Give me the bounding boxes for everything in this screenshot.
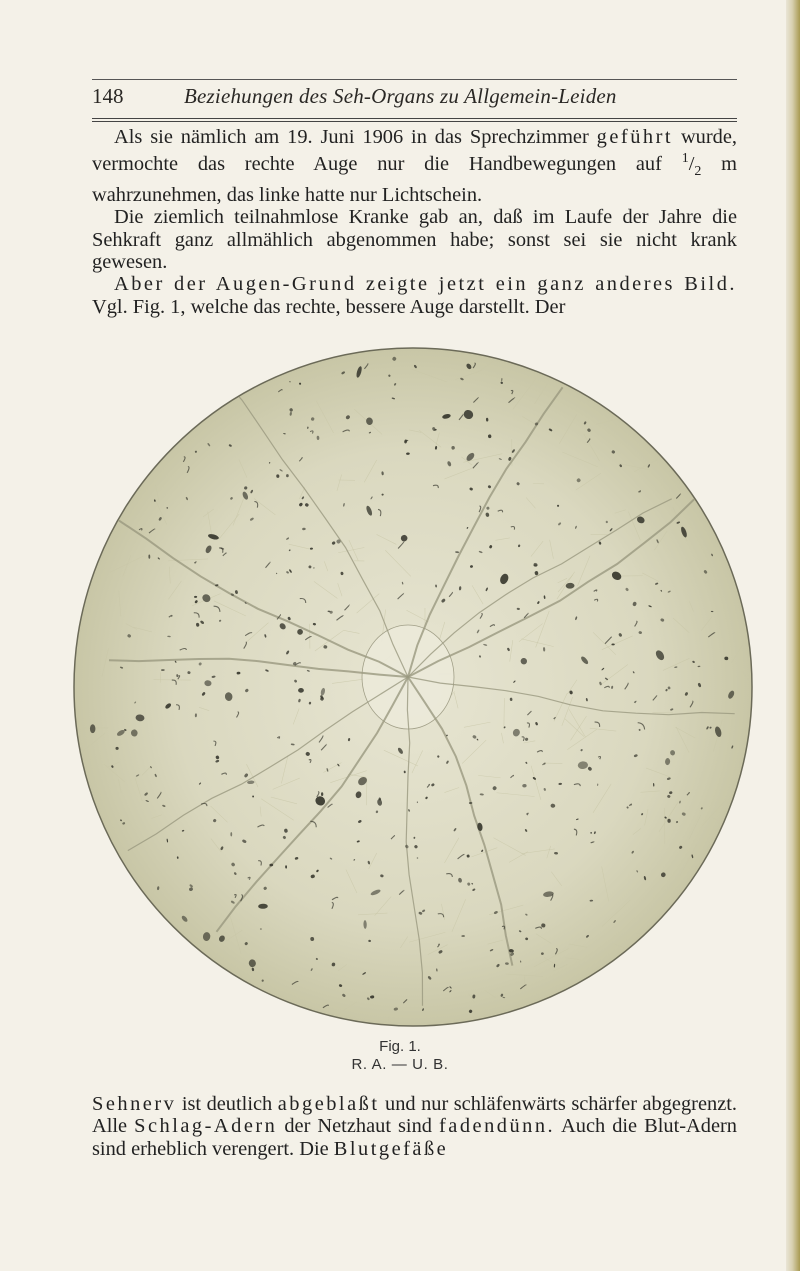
running-title: Beziehungen des Seh-Organs zu Allgemein-Leiden <box>184 84 617 108</box>
fundus-illustration <box>73 347 753 1027</box>
p4-span-g: fadendünn. <box>438 1115 556 1138</box>
fraction-denominator: 2 <box>694 164 702 180</box>
top-rule <box>92 79 737 80</box>
top-text-block <box>92 126 737 318</box>
page-number: 148 <box>92 84 124 108</box>
header-rule-lower <box>92 121 737 122</box>
p4-span-h: Auch die Blut-Adern sind erheblich verengert. Die <box>92 1115 737 1160</box>
p4-span-f: der Netzhaut sind <box>277 1115 439 1138</box>
paragraph-1-text-a: Als sie nämlich am 19. Juni 1906 in das Sprechzimmer <box>114 126 597 148</box>
paragraph-3 <box>92 273 737 318</box>
bottom-text-block <box>92 1093 737 1160</box>
paragraph-1-text-c: m wahrzunehmen, das linke hatte nur Lichtschein. <box>92 153 738 206</box>
book-spine-edge <box>786 0 800 1271</box>
paragraph-4 <box>92 1093 737 1160</box>
p4-span-c: abgeblaßt <box>277 1093 380 1115</box>
paragraph-3-emphasis: Aber der Augen-Grund zeigte jetzt ein ganz anderes Bild. <box>114 273 737 296</box>
fraction-numerator: 1 <box>681 151 689 167</box>
fundus-drawing <box>73 347 753 1027</box>
paragraph-2: Die ziemlich teilnahmlose Kranke gab an, daß im Laufe der Jahre die Sehkraft ganz allmählich abgenommen habe; sonst sei sie nicht krank gewesen. <box>92 206 737 273</box>
p4-span-b: ist deutlich <box>176 1093 278 1115</box>
p4-span-i: Blutgefäße <box>333 1137 449 1160</box>
p4-span-a: Sehnerv <box>92 1093 177 1115</box>
figure-caption-number: Fig. 1. <box>379 1038 421 1055</box>
paragraph-1-text-b: wurde, vermochte das rechte Auge nur die Handbewegungen auf <box>92 126 738 176</box>
paragraph-1-emphasis: geführt <box>596 126 674 148</box>
p4-span-d: und nur schläfenwärts schärfer abgegrenzt. Alle <box>92 1093 738 1138</box>
p4-span-e: Schlag-Adern <box>134 1115 278 1138</box>
running-header <box>92 84 737 114</box>
paragraph-3-text: Vgl. Fig. 1, welche das rechte, bessere Auge darstellt. Der <box>92 295 566 318</box>
paragraph-1: Als sie nämlich am 19. Juni 1906 in das Sprechzimmer geführt wurde, vermochte das rechte Auge nur die Handbewegungen auf $^1/_2$ m wahrzunehmen, das linke hatte nur Lichtschein. <box>92 126 738 206</box>
figure-caption-label: R. A. — U. B. <box>351 1056 449 1073</box>
header-rule-upper <box>92 118 737 119</box>
